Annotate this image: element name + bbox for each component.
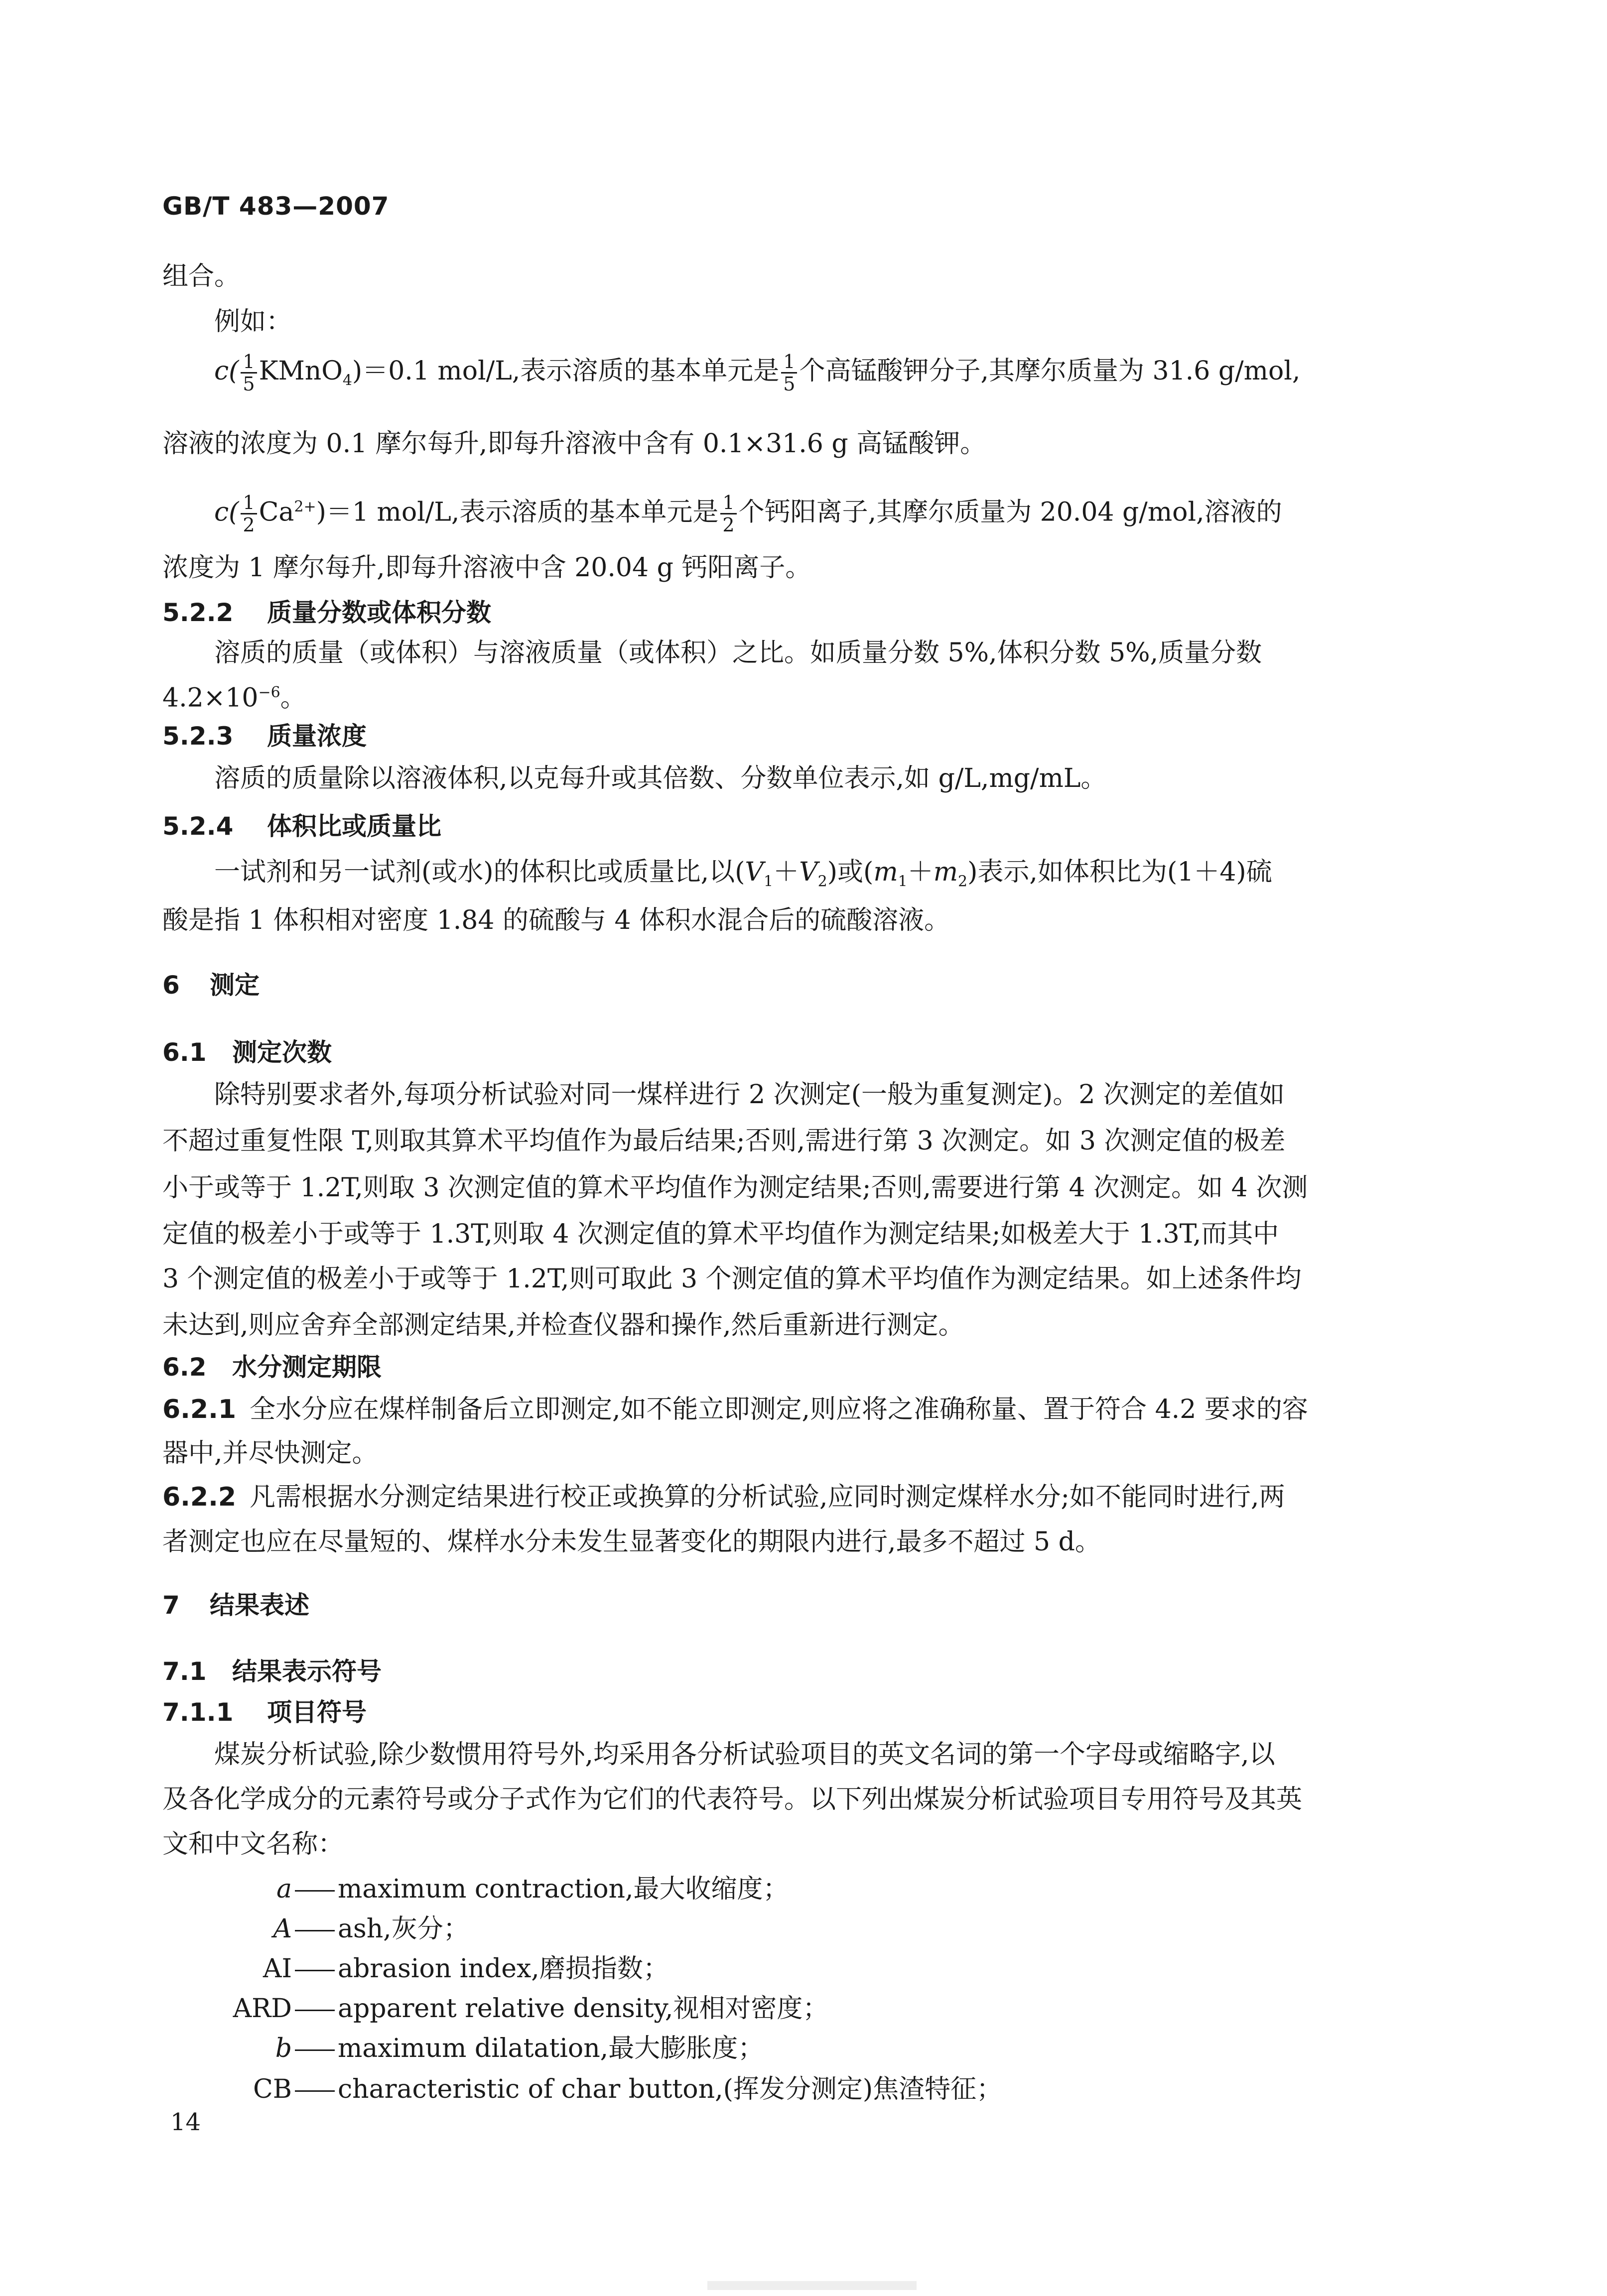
section-number: 6.1 <box>162 1038 207 1067</box>
text: 全水分应在煤样制备后立即测定,如不能立即测定,则应将之准确称量、置于符合 4.2 要求的容 <box>250 1395 1308 1424</box>
paragraph-line <box>162 676 306 714</box>
section-heading-6-1 <box>162 1036 332 1069</box>
section-number: 6.2.1 <box>162 1395 237 1424</box>
fraction-numerator: 1 <box>241 351 257 374</box>
paragraph-line: 3 个测定值的极差小于或等于 1.2T,则可取此 3 个测定值的算术平均值作为测定结果。如上述条件均 <box>162 1264 1302 1294</box>
symbol-row <box>162 1992 828 2025</box>
variable: V <box>799 857 818 887</box>
fraction-denominator: 2 <box>722 514 735 536</box>
text: 个高锰酸钾分子,其摩尔质量为 31.6 g/mol, <box>799 356 1301 386</box>
text: 个钙阳离子,其摩尔质量为 20.04 g/mol,溶液的 <box>738 497 1282 527</box>
paragraph-line: 浓度为 1 摩尔每升,即每升溶液中含 20.04 g 钙阳离子。 <box>162 553 811 583</box>
paragraph-line: 例如： <box>214 307 292 337</box>
section-number: 5.2.2 <box>162 598 234 627</box>
fraction <box>241 492 257 535</box>
fraction-denominator: 5 <box>243 373 255 395</box>
variable: m <box>873 857 898 887</box>
paragraph-line: 不超过重复性限 T,则取其算术平均值作为最后结果;否则,需进行第 3 次测定。如 3 次测定值的极差 <box>162 1126 1286 1156</box>
superscript: 2+ <box>294 498 316 515</box>
formula: KMnO <box>259 356 343 386</box>
fraction <box>720 492 736 535</box>
em-dash <box>295 1970 335 1971</box>
section-title: 水分测定期限 <box>232 1353 382 1382</box>
em-dash <box>295 1890 335 1892</box>
superscript: −6 <box>258 684 280 701</box>
paragraph-line: 文和中文名称： <box>162 1829 344 1859</box>
paragraph-line: 溶质的质量除以溶液体积,以克每升或其倍数、分数单位表示,如 g/L,mg/mL。 <box>214 764 1107 793</box>
section-number: 6.2.2 <box>162 1482 237 1512</box>
text: 。 <box>280 683 306 713</box>
section-number: 6.2 <box>162 1353 207 1382</box>
section-number: 7 <box>162 1591 180 1620</box>
fraction-numerator: 1 <box>781 351 797 374</box>
section-title: 项目符号 <box>267 1698 367 1727</box>
symbol: AI <box>263 1954 292 1984</box>
section-title: 结果表述 <box>210 1591 309 1620</box>
fraction <box>241 351 257 394</box>
symbol-row <box>162 2073 1002 2106</box>
section-title: 体积比或质量比 <box>267 812 441 841</box>
symbol-description: ash,灰分； <box>338 1914 469 1944</box>
subscript: 2 <box>958 873 968 891</box>
section-heading-6-2 <box>162 1351 382 1384</box>
symbol-description: apparent relative density,视相对密度； <box>338 1994 829 2024</box>
symbol-row <box>162 1952 669 1985</box>
symbol-c: c( <box>214 356 239 386</box>
paragraph-line: 定值的极差小于或等于 1.3T,则取 4 次测定值的算术平均值作为测定结果;如极差大于 1.3T,而其中 <box>162 1219 1279 1249</box>
symbol: A <box>273 1914 292 1944</box>
text: ＋ <box>773 857 800 887</box>
example-line-ca <box>214 491 1282 535</box>
fraction-denominator: 5 <box>783 373 796 395</box>
em-dash <box>295 2010 335 2011</box>
section-title: 结果表示符号 <box>232 1657 382 1686</box>
paragraph-line: 溶液的浓度为 0.1 摩尔每升,即每升溶液中含有 0.1×31.6 g 高锰酸钾。 <box>162 429 986 459</box>
footer-watermark-strip <box>707 2281 917 2290</box>
formula: Ca <box>259 497 294 527</box>
paragraph-line: 组合。 <box>162 261 241 291</box>
section-heading-7 <box>162 1589 309 1622</box>
symbol-row <box>162 1913 469 1945</box>
section-heading-7-1-1 <box>162 1696 367 1729</box>
subscript: 1 <box>898 873 908 891</box>
section-heading-6 <box>162 969 260 1002</box>
section-title: 测定次数 <box>232 1038 332 1067</box>
em-dash <box>295 2090 335 2092</box>
section-number: 6 <box>162 971 180 1000</box>
section-title: 测定 <box>210 971 260 1000</box>
standard-code: GB/T 483—2007 <box>162 192 390 221</box>
paragraph-line: 酸是指 1 体积相对密度 1.84 的硫酸与 4 体积水混合后的硫酸溶液。 <box>162 905 950 935</box>
symbol: a <box>276 1874 292 1904</box>
paragraph-line: 溶质的质量（或体积）与溶液质量（或体积）之比。如质量分数 5%,体积分数 5%,质量分数 <box>214 638 1262 668</box>
symbol-c: c( <box>214 497 239 527</box>
text: )表示,如体积比为(1＋4)硫 <box>967 857 1272 887</box>
paragraph-line: 及各化学成分的元素符号或分子式作为它们的代表符号。以下列出煤炭分析试验项目专用符号及其英 <box>162 1785 1303 1814</box>
paragraph-line: 小于或等于 1.2T,则取 3 次测定值的算术平均值作为测定结果;否则,需要进行第 4 次测定。如 4 次测 <box>162 1173 1308 1203</box>
symbol-description: characteristic of char button,(挥发分测定)焦渣特征； <box>338 2074 1003 2104</box>
paragraph-line <box>214 856 1272 898</box>
symbol-description: abrasion index,磨损指数； <box>338 1954 669 1984</box>
subscript: 2 <box>817 873 827 891</box>
paragraph-line <box>162 1481 1285 1514</box>
symbol: ARD <box>233 1994 292 2024</box>
text: ＋ <box>907 857 934 887</box>
fraction <box>781 351 797 394</box>
fraction-denominator: 2 <box>243 514 255 536</box>
section-number: 7.1.1 <box>162 1698 234 1727</box>
section-title: 质量分数或体积分数 <box>267 598 491 627</box>
symbol-description: maximum dilatation,最大膨胀度； <box>338 2034 764 2063</box>
text: 凡需根据水分测定结果进行校正或换算的分析试验,应同时测定煤样水分;如不能同时进行,两 <box>250 1482 1285 1512</box>
section-number: 5.2.3 <box>162 722 234 751</box>
section-heading-5-2-4 <box>162 810 441 843</box>
fraction-numerator: 1 <box>241 492 257 514</box>
text: 4.2×10 <box>162 683 259 713</box>
paragraph-line: 除特别要求者外,每项分析试验对同一煤样进行 2 次测定(一般为重复测定)。2 次测定的差值如 <box>214 1080 1285 1110</box>
page-number: 14 <box>170 2108 201 2136</box>
symbol: CB <box>253 2074 292 2104</box>
symbol-description: maximum contraction,最大收缩度； <box>338 1874 789 1904</box>
text: )或( <box>827 857 874 887</box>
symbol: b <box>275 2034 292 2063</box>
subscript: 4 <box>342 372 352 389</box>
symbol-row <box>162 2032 764 2065</box>
em-dash <box>295 2049 335 2051</box>
paragraph-line: 煤炭分析试验,除少数惯用符号外,均采用各分析试验项目的英文名词的第一个字母或缩略字,以 <box>214 1740 1275 1770</box>
paragraph-line <box>162 1393 1308 1426</box>
section-number: 5.2.4 <box>162 812 234 841</box>
symbol-row <box>162 1873 789 1906</box>
variable: V <box>745 857 764 887</box>
section-number: 7.1 <box>162 1657 207 1686</box>
text: 一试剂和另一试剂(或水)的体积比或质量比,以( <box>214 857 745 887</box>
section-title: 质量浓度 <box>267 722 367 751</box>
em-dash <box>295 1930 335 1931</box>
example-line-kmno4 <box>214 351 1300 397</box>
paragraph-line: 器中,并尽快测定。 <box>162 1438 378 1468</box>
text: )＝1 mol/L,表示溶质的基本单元是 <box>316 497 719 527</box>
section-heading-5-2-3 <box>162 720 367 753</box>
paragraph-line: 者测定也应在尽量短的、煤样水分未发生显著变化的期限内进行,最多不超过 5 d。 <box>162 1527 1101 1557</box>
subscript: 1 <box>763 873 774 891</box>
variable: m <box>933 857 958 887</box>
section-heading-5-2-2 <box>162 596 491 629</box>
paragraph-line: 未达到,则应舍弃全部测定结果,并检查仪器和操作,然后重新进行测定。 <box>162 1310 964 1340</box>
text: )＝0.1 mol/L,表示溶质的基本单元是 <box>352 356 780 386</box>
fraction-numerator: 1 <box>720 492 736 514</box>
section-heading-7-1 <box>162 1655 382 1688</box>
